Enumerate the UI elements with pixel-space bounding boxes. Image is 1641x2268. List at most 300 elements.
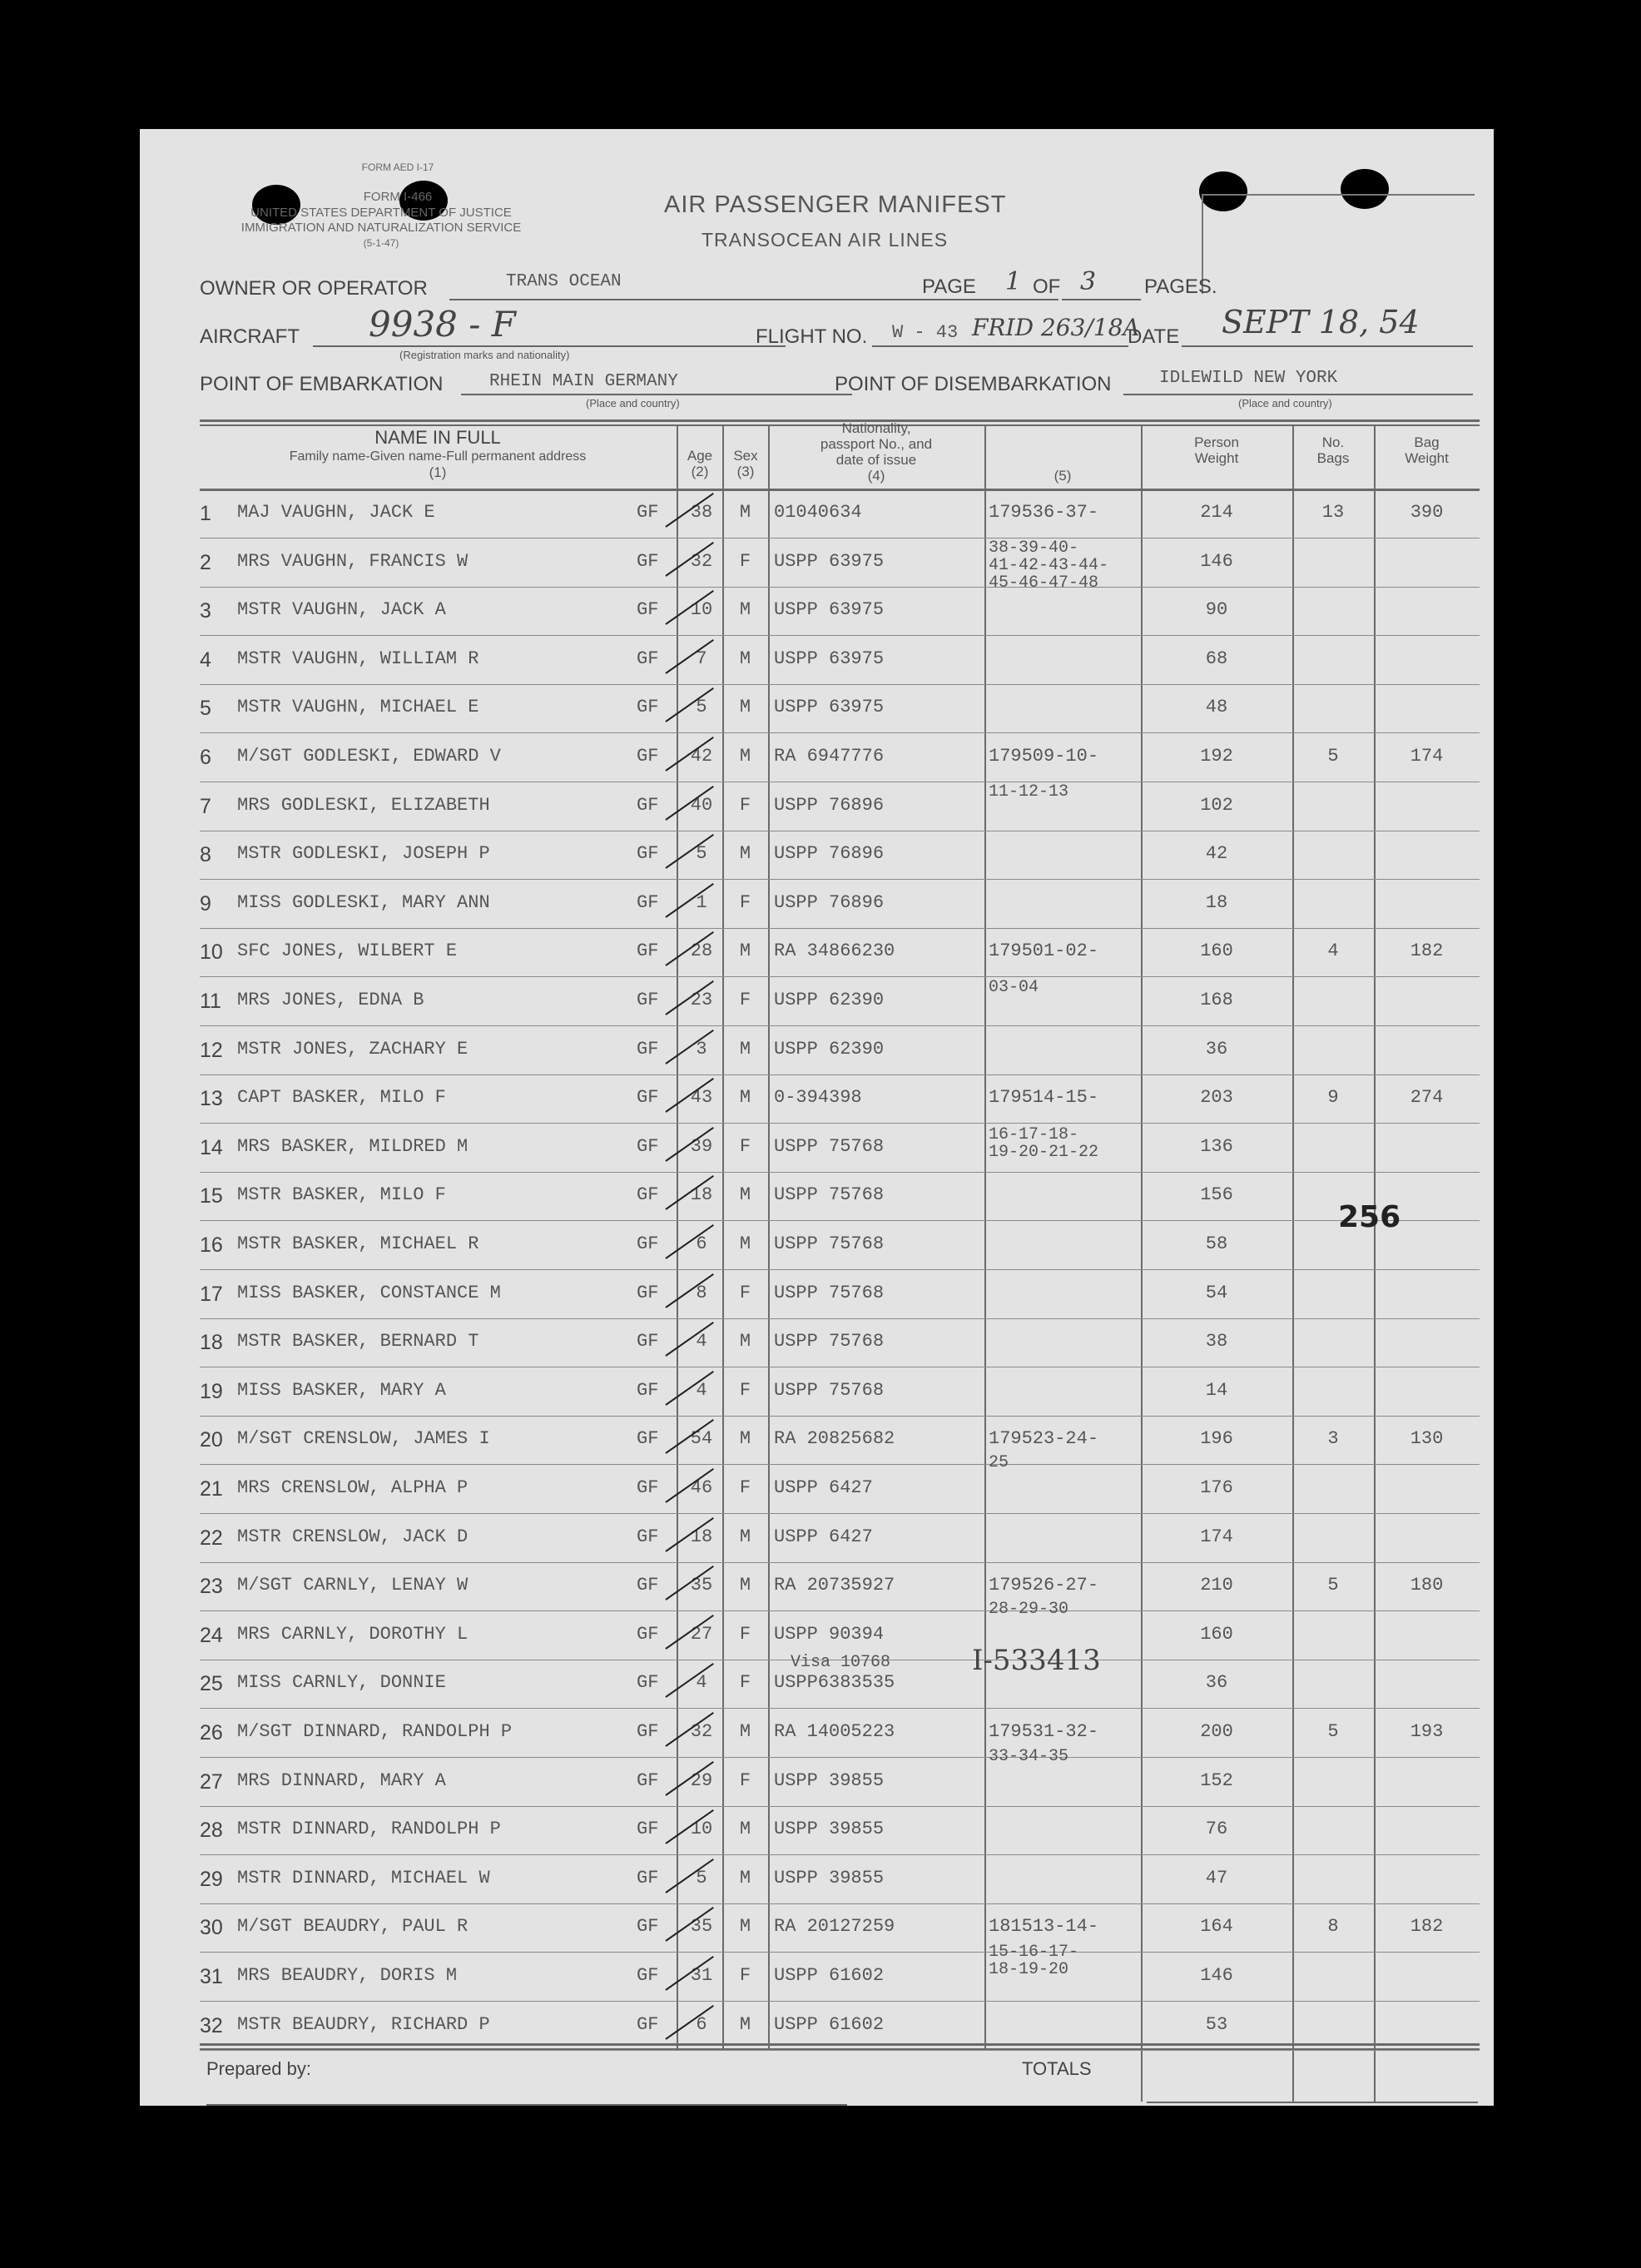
person-weight: 203 [1200,1087,1233,1109]
gf-code: GF [637,746,659,767]
passenger-age: 39 [690,1135,713,1157]
person-weight: 14 [1205,1379,1228,1401]
row-number: 21 [200,1477,223,1501]
sex-header-label: Sex [733,448,758,464]
passenger-sex: F [739,1769,751,1791]
person-weight: 36 [1205,1038,1228,1060]
embarkation-note: (Place and country) [586,397,680,409]
col5-header: (5) [1054,468,1072,484]
passenger-sex: F [739,1282,751,1303]
row-number: 19 [200,1379,223,1403]
flight-label: FLIGHT NO. [756,325,868,348]
bag-count: 5 [1327,1575,1339,1596]
bag-count: 13 [1321,502,1345,523]
row-number: 31 [200,1965,223,1988]
row-number: 6 [200,746,211,769]
totals-box [1147,2048,1478,2103]
table-row [200,928,1480,977]
bags-header-l1: No. [1321,434,1345,450]
table-row [200,977,1480,1026]
passenger-sex: M [739,502,751,523]
passenger-sex: M [739,1087,751,1109]
passenger-sex: F [739,1672,751,1694]
gf-code: GF [637,1135,659,1157]
passenger-sex: M [739,1184,751,1206]
passport-number: USPP6383535 [774,1672,895,1694]
passenger-sex: F [739,1623,751,1645]
table-row [200,1953,1480,2002]
row-number: 29 [200,1867,223,1891]
passenger-sex: M [739,746,751,767]
passenger-sex: F [739,891,751,913]
gf-code: GF [637,550,659,572]
person-weight: 90 [1205,599,1228,621]
person-weight: 160 [1200,1623,1233,1645]
table-row [200,1172,1480,1221]
table-row [200,1221,1480,1270]
passenger-sex: M [739,1819,751,1840]
passport-number: RA 6947776 [774,746,885,767]
row-number: 26 [200,1721,223,1744]
passenger-age: 40 [690,794,713,816]
passenger-sex: F [739,1379,751,1401]
passenger-sex: M [739,1233,751,1254]
passenger-sex: M [739,1867,751,1888]
passenger-name: MSTR BASKER, MICHAEL R [237,1233,479,1254]
table-row [200,2002,1480,2051]
ticket-number: 181513-14- [989,1916,1099,1938]
table-row [200,1709,1480,1758]
passport-number: RA 34866230 [774,940,895,962]
visa-note: Visa 10768 [791,1653,891,1672]
bag-count: 3 [1327,1428,1339,1450]
table-row [200,636,1480,685]
bag-count: 8 [1327,1916,1339,1938]
bag-count: 9 [1327,1087,1339,1109]
table-row [200,1270,1480,1319]
passenger-sex: M [739,1916,751,1938]
table-row [200,587,1480,636]
person-weight: 54 [1205,1282,1228,1303]
manifest-page [140,129,1494,2106]
person-weight: 174 [1200,1526,1233,1547]
person-weight: 164 [1200,1916,1233,1938]
person-weight: 58 [1205,1233,1228,1254]
agency-line: (5-1-47) [363,237,399,249]
age-header [677,448,723,479]
ticket-number: 179531-32- [989,1721,1099,1742]
table-row [200,880,1480,929]
name-header-sub: Family name-Given name-Full permanent address [289,449,587,464]
date-label: DATE [1128,325,1180,348]
passenger-name: MISS CARNLY, DONNIE [237,1672,446,1694]
gf-code: GF [637,1379,659,1401]
passenger-age: 28 [690,940,713,962]
table-row [200,489,1480,538]
passenger-sex: M [739,940,751,962]
passport-number: USPP 75768 [774,1233,885,1254]
passenger-sex: M [739,1038,751,1060]
aircraft-label: AIRCRAFT [200,325,300,348]
name-header [200,427,676,480]
passenger-age: 18 [690,1184,713,1206]
person-weight: 152 [1200,1769,1233,1791]
row-number: 20 [200,1428,223,1452]
passenger-age: 1 [696,891,707,913]
row-number: 5 [200,697,211,721]
row-number: 24 [200,1623,223,1647]
passenger-name: MRS BEAUDRY, DORIS M [237,1965,458,1986]
date-line [1182,345,1473,347]
passenger-sex: M [739,1526,751,1547]
bag-weight-header [1374,434,1480,466]
aircraft-note: (Registration marks and nationality) [399,349,570,361]
passenger-name: M/SGT CRENSLOW, JAMES I [237,1428,490,1450]
passenger-name: MSTR VAUGHN, MICHAEL E [237,697,479,718]
person-weight: 156 [1200,1184,1233,1206]
passport-number: USPP 39855 [774,1769,885,1791]
age-header-num: (2) [691,464,709,479]
passport-number: USPP 76896 [774,843,885,865]
passport-number: USPP 39855 [774,1819,885,1840]
ticket-continuation: 33-34-35 [989,1747,1069,1766]
passenger-name: SFC JONES, WILBERT E [237,940,458,962]
passenger-name: MRS DINNARD, MARY A [237,1769,446,1791]
table-row [200,1416,1480,1465]
passport-number: USPP 76896 [774,891,885,913]
passenger-age: 42 [690,746,713,767]
passport-number: USPP 75768 [774,1282,885,1303]
bag-weight: 174 [1410,746,1444,767]
passenger-age: 3 [696,1038,707,1060]
passenger-name: MRS CARNLY, DOROTHY L [237,1623,469,1645]
table-row [200,684,1480,733]
row-number: 30 [200,1916,223,1940]
passenger-name: MSTR VAUGHN, JACK A [237,599,446,621]
gf-code: GF [637,891,659,913]
page-mark: 256 [1338,1200,1401,1234]
passenger-age: 35 [690,1916,713,1938]
passenger-name: M/SGT BEAUDRY, PAUL R [237,1916,469,1938]
passenger-name: MRS GODLESKI, ELIZABETH [237,794,490,816]
ticket-continuation: 38-39-40- [989,538,1079,558]
row-number: 15 [200,1184,223,1208]
row-number: 27 [200,1769,223,1794]
passport-number: USPP 75768 [774,1135,885,1157]
passenger-name: MRS JONES, EDNA B [237,990,424,1010]
passenger-age: 27 [690,1623,713,1645]
passenger-name: MSTR GODLESKI, JOSEPH P [237,843,490,865]
passport-number: USPP 39855 [774,1867,885,1888]
passenger-sex: F [739,794,751,816]
embarkation-value: RHEIN MAIN GERMANY [489,372,678,391]
airline-name: TRANSOCEAN AIR LINES [702,229,949,251]
gf-code: GF [637,599,659,621]
person-weight: 68 [1205,648,1228,669]
row-number: 28 [200,1819,223,1843]
row-number: 12 [200,1038,223,1062]
gf-code: GF [637,1477,659,1498]
passenger-name: MSTR BEAUDRY, RICHARD P [237,2013,490,2035]
passenger-age: 4 [696,1672,707,1694]
gf-code: GF [637,1575,659,1596]
ticket-continuation: 45-46-47-48 [989,573,1099,593]
row-number: 10 [200,940,223,965]
form-designation: FORM I-466 [363,190,433,204]
disembarkation-label: POINT OF DISEMBARKATION [835,373,1112,395]
bag-weight: 274 [1410,1087,1444,1109]
ticket-continuation: 16-17-18- [989,1125,1079,1144]
prepared-by-line [206,2104,847,2106]
person-weight: 196 [1200,1428,1233,1450]
row-number: 23 [200,1575,223,1599]
passenger-age: 18 [690,1526,713,1547]
row-number: 11 [200,990,221,1013]
person-weight: 53 [1205,2013,1228,2035]
flight-value: W - 43 [892,322,959,343]
passport-number: USPP 62390 [774,1038,885,1060]
passenger-age: 54 [690,1428,713,1450]
embarkation-line [461,394,852,395]
table-row [200,1758,1480,1807]
nationality-header-l2: passport No., and [820,436,933,452]
nationality-header-l3: date of issue [835,452,917,468]
disembarkation-line [1123,394,1473,395]
person-weight: 146 [1200,550,1233,572]
row-number: 18 [200,1331,223,1355]
bag-weight: 130 [1410,1428,1444,1450]
gf-code: GF [637,1623,659,1645]
table-row [200,1124,1480,1173]
sex-header [722,448,769,479]
gf-code: GF [637,648,659,669]
passenger-sex: M [739,697,751,718]
table-row [200,733,1480,782]
passenger-age: 38 [690,502,713,523]
passport-number: USPP 61602 [774,1965,885,1986]
passport-number: USPP 63975 [774,550,885,572]
passenger-age: 5 [696,697,707,718]
page-label: PAGE [922,275,976,298]
gf-code: GF [637,1184,659,1206]
row-number: 2 [200,550,211,574]
passenger-name: MRS BASKER, MILDRED M [237,1135,469,1157]
row-number: 9 [200,891,211,916]
passenger-age: 46 [690,1477,713,1498]
passenger-sex: M [739,1721,751,1742]
gf-code: GF [637,2013,659,2035]
owner-value: TRANS OCEAN [506,272,622,291]
table-row [200,782,1480,831]
table-row [200,1806,1480,1855]
prepared-by-label: Prepared by: [206,2058,311,2079]
person-weight-l1: Person [1194,434,1239,450]
pages-total: 3 [1080,267,1097,296]
gf-code: GF [637,794,659,816]
bags-header-l2: Bags [1316,450,1350,466]
row-number: 4 [200,648,211,672]
person-weight: 36 [1205,1672,1228,1694]
passenger-age: 31 [690,1965,713,1986]
passenger-age: 29 [690,1769,713,1791]
row-number: 16 [200,1233,223,1257]
table-row [200,1367,1480,1417]
gf-code: GF [637,1331,659,1352]
ticket-continuation: 25 [989,1453,1009,1472]
row-number: 8 [200,843,211,867]
date-value: SEPT 18, 54 [1222,304,1420,340]
bag-weight: 182 [1410,1916,1444,1938]
person-weight: 76 [1205,1819,1228,1840]
flight-line [872,345,1128,347]
gf-code: GF [637,940,659,962]
person-weight: 176 [1200,1477,1233,1498]
totals-label: TOTALS [1022,2058,1092,2079]
passenger-sex: M [739,1428,751,1450]
table-row [200,831,1480,880]
passenger-sex: F [739,1477,751,1498]
passenger-age: 32 [690,1721,713,1742]
bag-weight: 390 [1410,502,1444,523]
bag-count: 4 [1327,940,1339,962]
row-number: 22 [200,1526,223,1550]
bag-weight: 180 [1410,1575,1444,1596]
ticket-number: 179526-27- [989,1575,1099,1596]
agency-line: IMMIGRATION AND NATURALIZATION SERVICE [240,221,522,235]
page-number: 1 [1005,267,1022,296]
passenger-age: 32 [690,550,713,572]
ticket-continuation: 03-04 [989,978,1039,997]
passenger-name: MSTR DINNARD, RANDOLPH P [237,1819,501,1840]
ticket-number: 179514-15- [989,1087,1099,1109]
pages-line [1062,299,1141,300]
ticket-number: 179509-10- [989,746,1099,767]
disembarkation-note: (Place and country) [1238,397,1332,409]
bag-weight: 193 [1410,1721,1444,1742]
row-number: 13 [200,1087,223,1111]
passenger-name: M/SGT DINNARD, RANDOLPH P [237,1721,513,1742]
table-row [200,1465,1480,1514]
passenger-age: 10 [690,1819,713,1840]
of-label: OF [1033,275,1061,298]
stamp-box [1202,194,1475,294]
gf-code: GF [637,1282,659,1303]
gf-code: GF [637,1867,659,1888]
nationality-header [768,420,984,484]
passport-number: USPP 75768 [774,1379,885,1401]
nationality-header-l1: Nationality, [841,420,911,436]
passport-number: USPP 63975 [774,697,885,718]
passenger-name: MSTR BASKER, BERNARD T [237,1331,479,1352]
passenger-name: MSTR BASKER, MILO F [237,1184,446,1206]
name-header-num: (1) [429,464,447,480]
row-number: 1 [200,502,211,525]
passenger-name: MISS BASKER, CONSTANCE M [237,1282,501,1303]
passenger-sex: F [739,990,751,1010]
passenger-name: MISS BASKER, MARY A [237,1379,446,1401]
passenger-name: MRS VAUGHN, FRANCIS W [237,550,469,572]
ticket-continuation: 18-19-20 [989,1960,1069,1979]
ticket-continuation: 19-20-21-22 [989,1143,1099,1162]
passenger-age: 23 [690,990,713,1010]
gf-code: GF [637,1916,659,1938]
passenger-age: 4 [696,1331,707,1352]
gf-code: GF [637,1965,659,1986]
passport-number: 01040634 [774,502,862,523]
person-weight: 192 [1200,746,1233,767]
passenger-sex: M [739,2013,751,2035]
passport-number: USPP 61602 [774,2013,885,2035]
passport-number: RA 20825682 [774,1428,895,1450]
person-weight: 200 [1200,1721,1233,1742]
passenger-age: 6 [696,2013,707,2035]
bag-count: 5 [1327,1721,1339,1742]
passenger-age: 43 [690,1087,713,1109]
owner-line [449,299,1058,300]
passport-number: USPP 75768 [774,1184,885,1206]
passenger-sex: F [739,1965,751,1986]
owner-label: OWNER OR OPERATOR [200,277,428,300]
ticket-continuation: 15-16-17- [989,1943,1079,1962]
ticket-continuation: 11-12-13 [989,782,1069,801]
row-number: 25 [200,1672,223,1696]
passenger-name: MISS GODLESKI, MARY ANN [237,891,490,913]
gf-code: GF [637,843,659,865]
person-weight: 160 [1200,940,1233,962]
passenger-sex: M [739,599,751,621]
gf-code: GF [637,990,659,1010]
aircraft-value: 9938 - F [369,304,516,345]
gf-code: GF [637,697,659,718]
passenger-age: 10 [690,599,713,621]
person-weight: 146 [1200,1965,1233,1986]
person-weight-l2: Weight [1194,450,1239,466]
person-weight-header [1141,434,1292,466]
bags-header [1292,434,1374,466]
bag-count: 5 [1327,746,1339,767]
gf-code: GF [637,1721,659,1742]
person-weight: 48 [1205,697,1228,718]
passenger-name: MSTR CRENSLOW, JACK D [237,1526,469,1547]
person-weight: 136 [1200,1135,1233,1157]
ticket-number: 179501-02- [989,940,1099,962]
sex-header-num: (3) [736,464,755,479]
gf-code: GF [637,1769,659,1791]
table-row [200,1562,1480,1611]
ticket-continuation: 41-42-43-44- [989,556,1109,575]
age-header-label: Age [687,448,713,464]
table-row [200,1074,1480,1124]
table-row [200,1903,1480,1953]
nationality-header-l4: (4) [867,468,885,484]
gf-code: GF [637,1526,659,1547]
gf-code: GF [637,1087,659,1109]
passport-number: USPP 6427 [774,1526,873,1547]
row-number: 17 [200,1282,223,1306]
passenger-name: M/SGT GODLESKI, EDWARD V [237,746,501,767]
gf-code: GF [637,1038,659,1060]
passenger-age: 6 [696,1233,707,1254]
passenger-age: 5 [696,843,707,865]
passenger-sex: M [739,1575,751,1596]
person-weight: 210 [1200,1575,1233,1596]
passenger-age: 5 [696,1867,707,1888]
passenger-age: 8 [696,1282,707,1303]
gf-code: GF [637,502,659,523]
table-row [200,1318,1480,1367]
row-number: 7 [200,794,211,818]
bag-weight: 182 [1410,940,1444,962]
